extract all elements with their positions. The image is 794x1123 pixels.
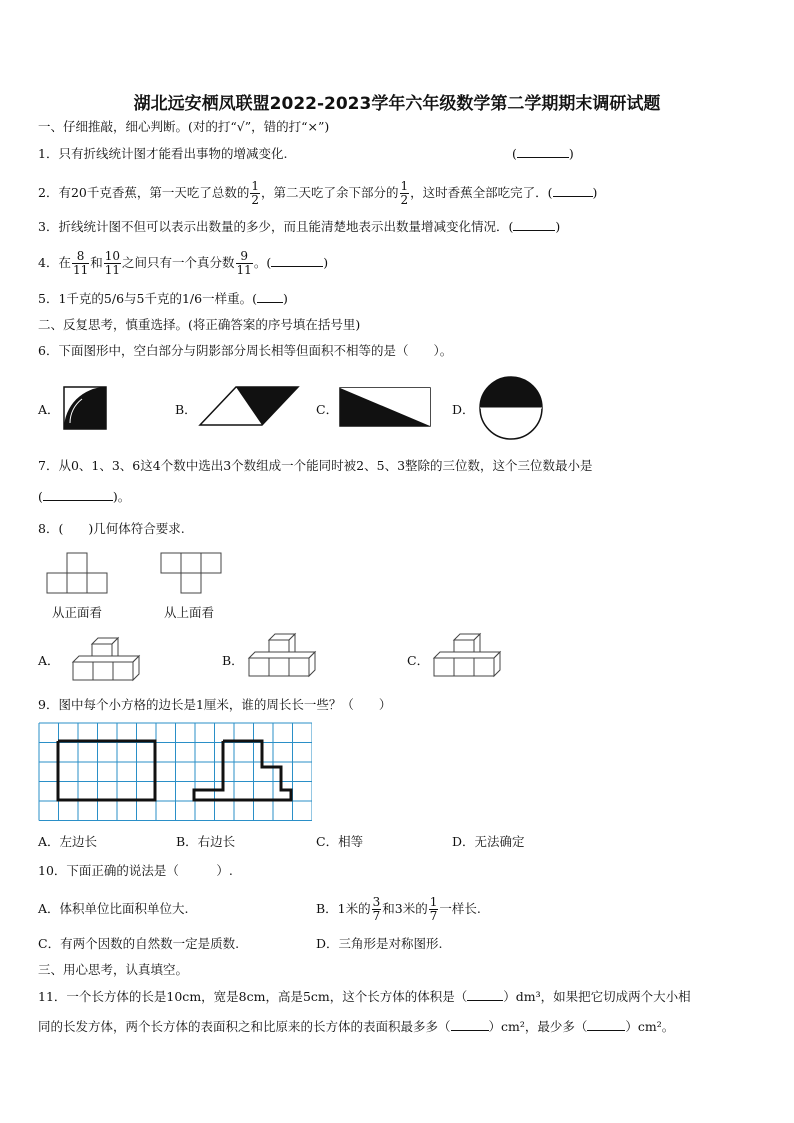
fraction: $\frac{1}{2}$ bbox=[400, 179, 409, 207]
question-3: 3．折线统计图不但可以表示出数量的多少，而且能清楚地表示出数量增减变化情况．( ) bbox=[38, 219, 561, 234]
question-5-answer-blank[interactable] bbox=[257, 290, 283, 303]
q6-option-a-label: A． bbox=[38, 402, 60, 417]
question-3-answer-blank[interactable] bbox=[513, 218, 555, 231]
q8-top-view bbox=[160, 552, 224, 594]
section-3-heading: 三、用心思考，认真填空。 bbox=[38, 962, 189, 977]
q6-option-d-label: D． bbox=[452, 402, 475, 417]
q8-solid-a bbox=[70, 636, 144, 686]
question-5: 5．1千克的5/6与5千克的1/6一样重。( ) bbox=[38, 291, 288, 306]
question-2-answer-blank[interactable] bbox=[553, 184, 593, 197]
fraction: $\frac{10}{11}$ bbox=[104, 249, 121, 277]
question-7-answer-blank[interactable] bbox=[43, 488, 113, 501]
question-11-line-2: 同的长发方体，两个长方体的表面积之和比原来的长方体的表面积最多多（ ）cm²，最少多（ ）cm²。 bbox=[38, 1019, 675, 1034]
question-9-text: 9．图中每个小方格的边长是1厘米，谁的周长长一些？（ ） bbox=[38, 697, 392, 712]
fraction: $\frac{1}{7}$ bbox=[429, 895, 438, 923]
question-10-text: 10．下面正确的说法是（ ）. bbox=[38, 863, 233, 878]
q10-option-a: A．体积单位比面积单位大. bbox=[38, 901, 189, 916]
q6-figure-a bbox=[62, 385, 108, 431]
q6-option-b-label: B． bbox=[175, 402, 197, 417]
fraction: $\frac{9}{11}$ bbox=[236, 249, 252, 277]
q8-front-view bbox=[46, 552, 110, 594]
q9-grid-figure bbox=[38, 722, 312, 822]
question-4-answer-blank[interactable] bbox=[271, 254, 323, 267]
question-6-text: 6．下面图形中，空白部分与阴影部分周长相等但面积不相等的是（ ）。 bbox=[38, 343, 453, 358]
q9-option-b: B．右边长 bbox=[176, 834, 236, 849]
section-1-heading: 一、仔细推敲，细心判断。(对的打“√”，错的打“×”) bbox=[38, 119, 330, 134]
q8-option-a-label: A． bbox=[38, 653, 60, 668]
q9-option-c: C．相等 bbox=[316, 834, 364, 849]
question-8-text: 8．( )几何体符合要求. bbox=[38, 521, 185, 536]
q8-solid-c bbox=[430, 632, 504, 684]
q9-option-d: D．无法确定 bbox=[452, 834, 525, 849]
q9-option-a: A．左边长 bbox=[38, 834, 98, 849]
fraction: $\frac{8}{11}$ bbox=[72, 249, 89, 277]
q6-figure-c bbox=[338, 386, 432, 428]
page-title: 湖北远安栖凤联盟2022-2023学年六年级数学第二学期期末调研试题 bbox=[133, 94, 661, 114]
q8-front-caption: 从正面看 bbox=[52, 605, 103, 620]
fraction: $\frac{1}{2}$ bbox=[251, 179, 259, 207]
q10-option-b: B．1米的 $\frac{3}{7}$ 和3米的 $\frac{1}{7}$ 一样长. bbox=[316, 895, 481, 923]
question-11-line-1: 11．一个长方体的长是10cm，宽是8cm，高是5cm，这个长方体的体积是（ ）dm³，如果把它切成两个大小相 bbox=[38, 989, 691, 1004]
question-11-blank-2[interactable] bbox=[451, 1018, 489, 1031]
question-1 bbox=[38, 145, 287, 163]
q6-option-c-label: C． bbox=[316, 402, 339, 417]
question-11-blank-1[interactable] bbox=[467, 988, 503, 1001]
q6-figure-b bbox=[198, 385, 300, 427]
question-7-line-2: ( )。 bbox=[38, 489, 131, 504]
q8-option-c-label: C． bbox=[407, 653, 430, 668]
fraction: $\frac{3}{7}$ bbox=[372, 895, 381, 923]
question-2: 2．有20千克香蕉，第一天吃了总数的 $\frac{1}{2}$ ，第二天吃了余下部分的 $\frac{1}{2}$ ，这时香蕉全部吃完了．( ) bbox=[38, 179, 598, 207]
q10-option-d: D．三角形是对称图形. bbox=[316, 936, 443, 951]
question-7-line-1: 7．从0、1、3、6这4个数中选出3个数组成一个能同时被2、5、3整除的三位数，这个三位数最小是 bbox=[38, 458, 593, 473]
question-1-text: 1．只有折线统计图才能看出事物的增减变化. bbox=[38, 146, 288, 161]
question-4: 4．在 $\frac{8}{11}$ 和 $\frac{10}{11}$ 之间只有一个真分数 $\frac{9}{11}$ 。( ) bbox=[38, 249, 329, 277]
section-2-heading: 二、反复思考，慎重选择。(将正确答案的序号填在括号里) bbox=[38, 317, 361, 332]
question-1-answer-blank[interactable]: ( ) bbox=[512, 146, 574, 161]
q8-option-b-label: B． bbox=[222, 653, 244, 668]
q8-top-caption: 从上面看 bbox=[164, 605, 215, 620]
q6-figure-d bbox=[476, 375, 546, 441]
question-11-blank-3[interactable] bbox=[587, 1018, 625, 1031]
q10-option-c: C．有两个因数的自然数一定是质数. bbox=[38, 936, 240, 951]
q8-solid-b bbox=[245, 632, 319, 684]
